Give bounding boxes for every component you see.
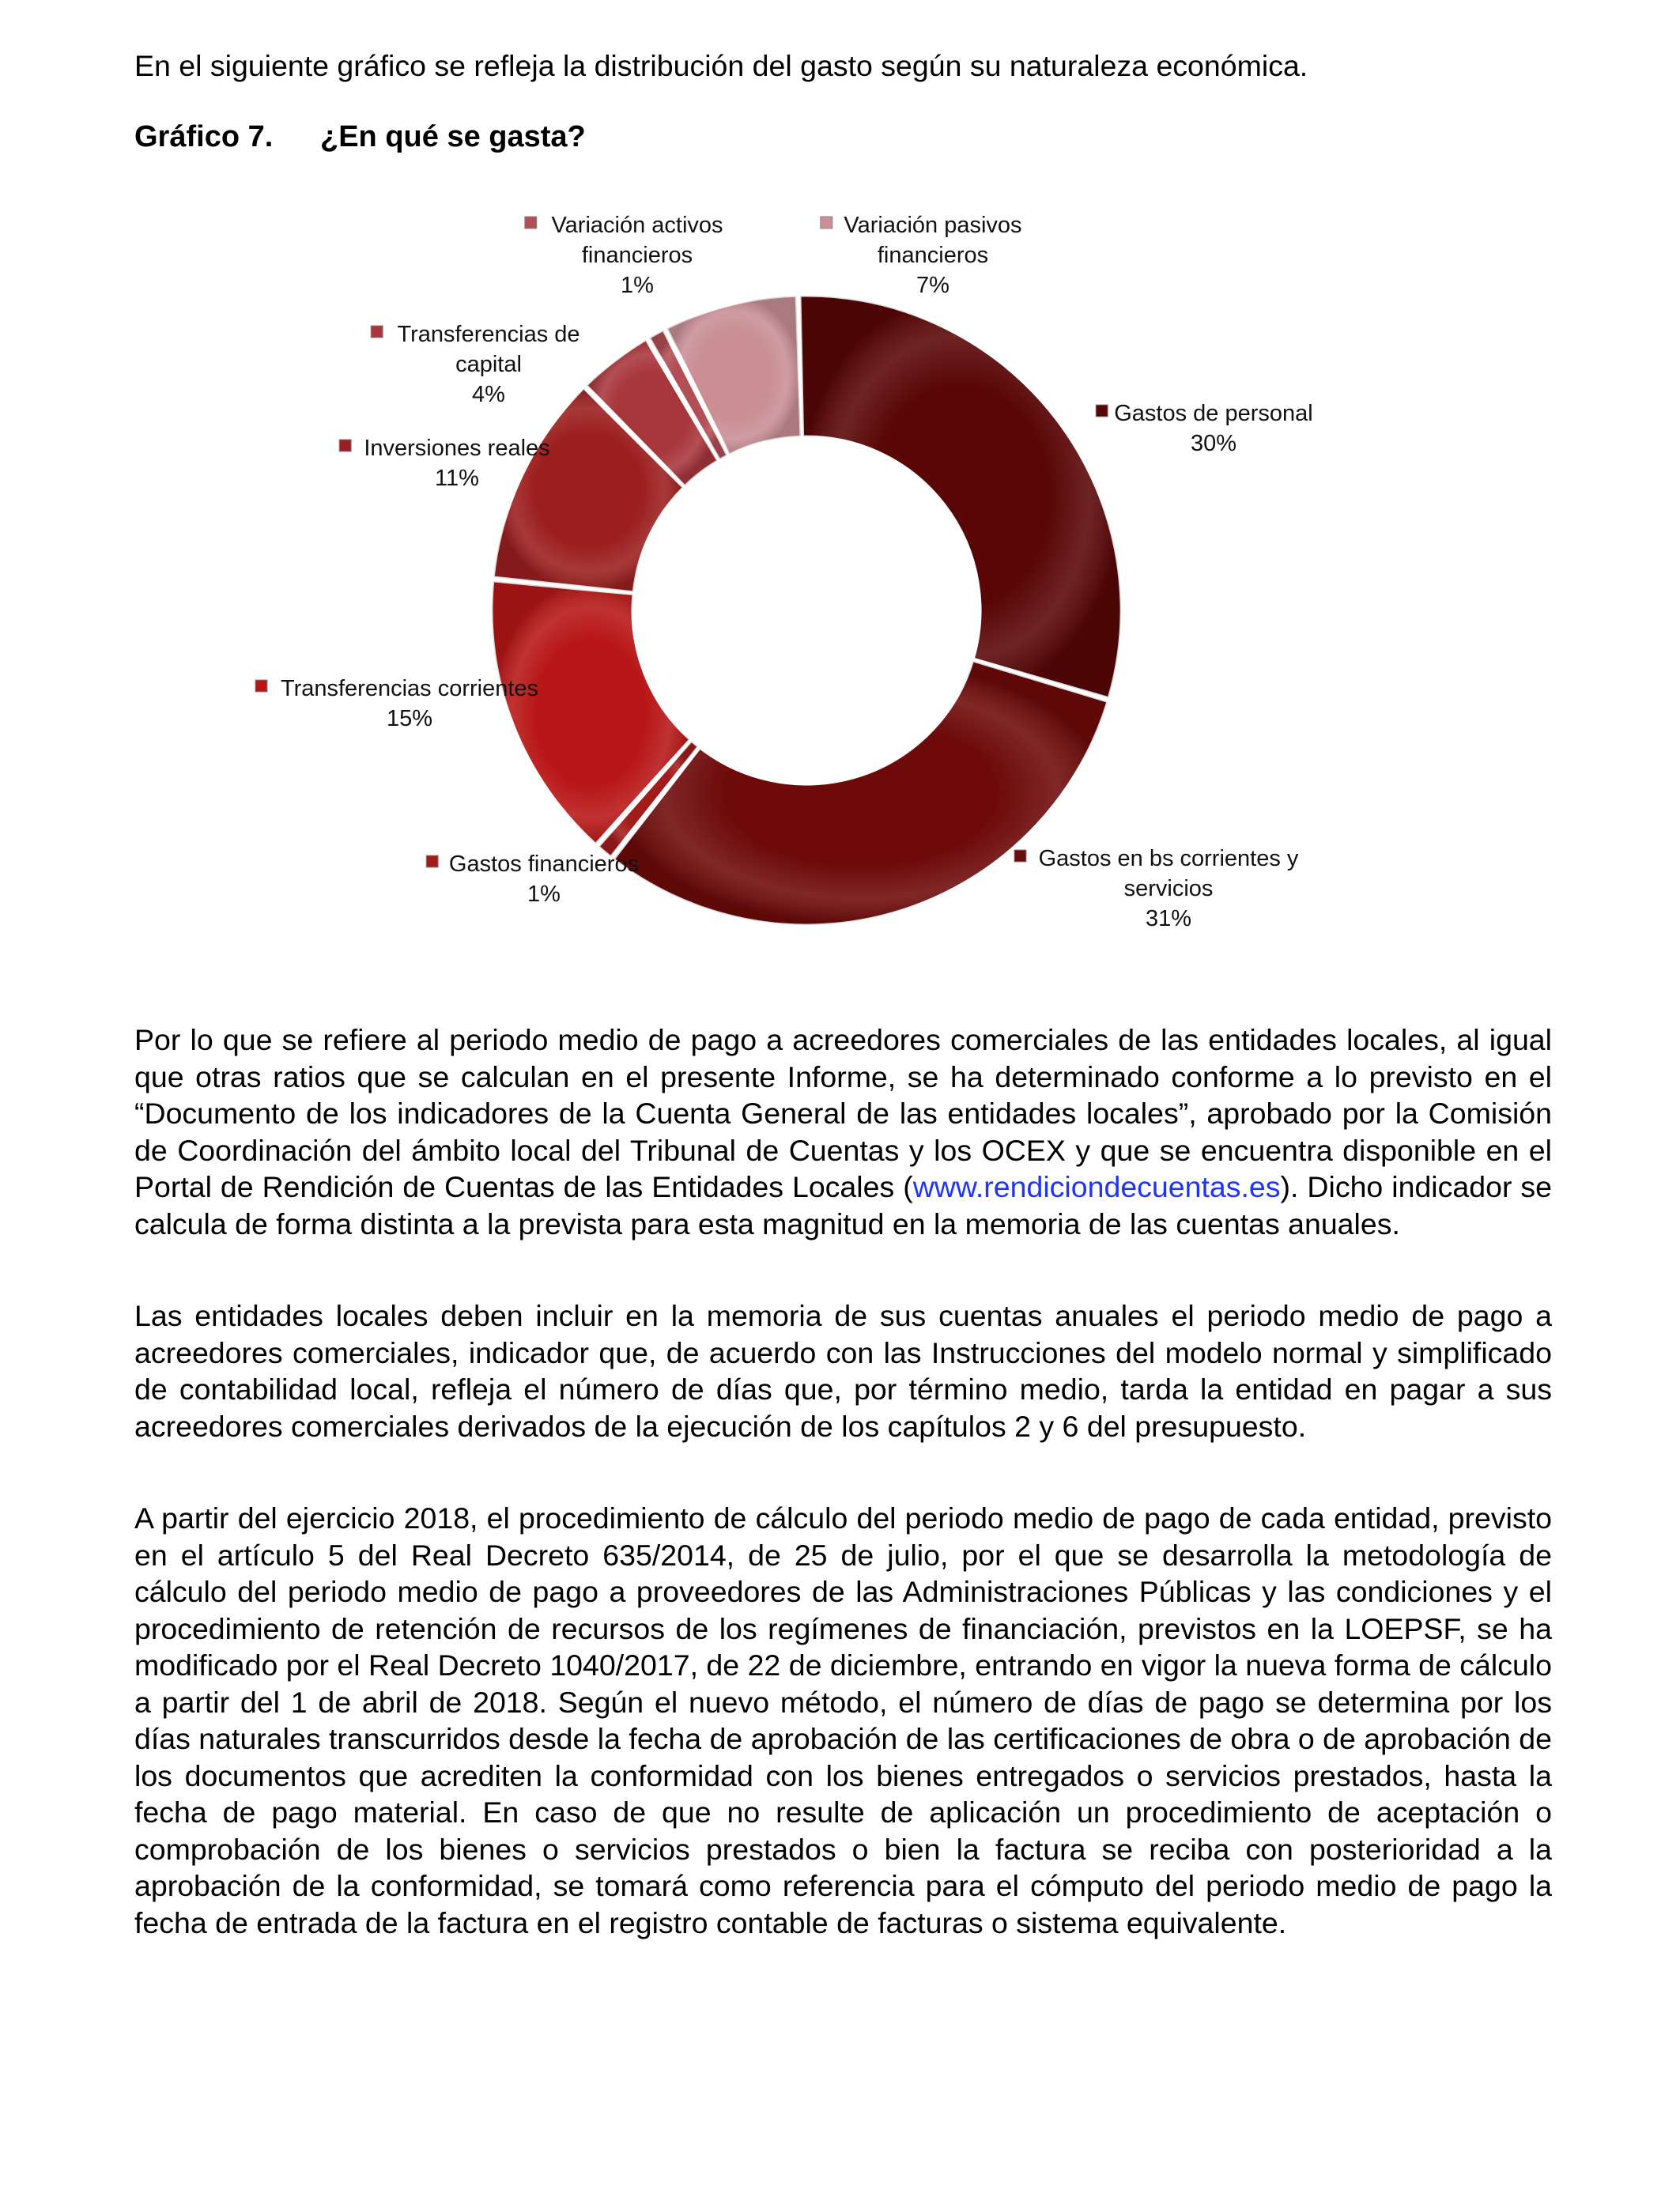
legend-key-8 [821, 217, 832, 228]
slice-label-2 [1014, 846, 1299, 931]
slice-name-2: servicios [1123, 876, 1214, 901]
intro-text: En el siguiente gráfico se refleja la distribución del gasto según su naturaleza económica. [134, 49, 1308, 82]
slice-name-7: Variación activos [551, 213, 723, 238]
legend-key-1 [1096, 405, 1108, 417]
slice-percent-3: 1% [527, 882, 561, 907]
paragraph-1-text: Por lo que se refiere al periodo medio de pago a acreedores comerciales de las entidades locales, al igual que otras ratios que se calculan en el presente Informe, se ha determinado conforme a lo previsto en el “Documento de los indicadores de la Cuenta General de las entidades locales”, aprobado por la Comisión de Coordinación del ámbito local del Tribunal de Cuentas y los OCEX y que se encuentra disponible en el Portal de Rendición de Cuentas de las Entidades Locales ( [134, 1023, 1552, 1203]
slice-percent-4: 15% [386, 706, 433, 731]
slice-percent-2: 31% [1145, 906, 1192, 931]
slice-name-8: Variación pasivos [844, 213, 1022, 238]
slice-label-7 [525, 213, 723, 298]
slice-percent-1: 30% [1190, 431, 1237, 456]
donut-slices [492, 296, 1121, 925]
slice-label-8 [821, 213, 1022, 298]
slice-label-4 [255, 676, 538, 731]
legend-key-5 [339, 440, 351, 451]
donut-slice-shading-1 [800, 296, 1121, 698]
slice-percent-8: 7% [916, 273, 949, 298]
slice-name-7: financieros [581, 243, 693, 268]
slice-name-5: Inversiones reales [364, 436, 550, 461]
slice-name-4: Transferencias corrientes [280, 676, 539, 701]
slice-percent-5: 11% [435, 466, 479, 491]
donut-chart-area [0, 190, 1680, 980]
slice-name-6: capital [455, 352, 522, 377]
slice-label-1 [1096, 401, 1313, 456]
legend-key-2 [1014, 850, 1026, 862]
figure-number: Gráfico 7. [134, 120, 274, 153]
slice-name-3: Gastos financieros [448, 852, 640, 877]
slice-label-6 [371, 322, 580, 407]
donut-chart [0, 190, 1680, 980]
legend-key-7 [525, 217, 537, 228]
slice-name-2: Gastos en bs corrientes y [1038, 846, 1299, 871]
donut-slice-shading-2 [613, 661, 1108, 925]
paragraph-memoria: Las entidades locales deben incluir en la memoria de sus cuentas anuales el periodo medio de pago a acreedores comerciales, indicador que, de acuerdo con las Instrucciones del modelo normal y simplificado de contabilidad local, refleja el número de días que, por término medio, tarda la entidad en pagar a sus acreedores comerciales derivados de la ejecución de los capítulos 2 y 6 del presupuesto. [134, 1299, 1552, 1443]
legend-key-3 [426, 855, 438, 867]
slice-name-1: Gastos de personal [1114, 401, 1313, 426]
slice-label-3 [426, 852, 639, 907]
slice-percent-7: 1% [621, 273, 654, 298]
legend-key-6 [371, 326, 383, 338]
slice-name-6: Transferencias de [397, 322, 580, 347]
figure-heading [134, 119, 1552, 156]
rendicion-cuentas-link[interactable]: www.rendiciondecuentas.es [912, 1170, 1281, 1203]
paragraph-calculation-method: A partir del ejercicio 2018, el procedimiento de cálculo del periodo medio de pago de cada entidad, previsto en el artículo 5 del Real Decreto 635/2014, de 25 de julio, por el que se desarrolla la metodología de cálculo del periodo medio de pago a proveedores de las Administraciones Públicas y las condiciones y el procedimiento de retención de recursos de los regímenes de financiación, previstos en la LOEPSF, se ha modificado por el Real Decreto 1040/2017, de 22 de diciembre, entrando en vigor la nueva forma de cálculo a partir del 1 de abril de 2018. Según el nuevo método, el número de días de pago se determina por los días naturales transcurridos desde la fecha de aprobación de las certificaciones de obra o de aprobación de los documentos que acrediten la conformidad con los bienes entregados o servicios prestados, hasta la fecha de pago material. En caso de que no resulte de aplicación un procedimiento de aceptación o comprobación de los bienes o servicios prestados o bien la factura se reciba con posterioridad a la aprobación de la conformidad, se tomará como referencia para el cómputo del periodo medio de pago la fecha de entrada de la factura en el registro contable de facturas o sistema equivalente. [134, 1501, 1552, 1939]
slice-percent-6: 4% [472, 382, 505, 407]
paragraph-1-text-end: ). Dicho indicador se calcula de forma distinta a la prevista para esta magnitud en la memoria de las cuentas anuales. [134, 1170, 1553, 1240]
legend-key-4 [255, 680, 267, 692]
figure-title: ¿En qué se gasta? [320, 120, 586, 153]
slice-name-8: financieros [877, 243, 989, 268]
paragraph-pmp-indicator [134, 1021, 1552, 1242]
